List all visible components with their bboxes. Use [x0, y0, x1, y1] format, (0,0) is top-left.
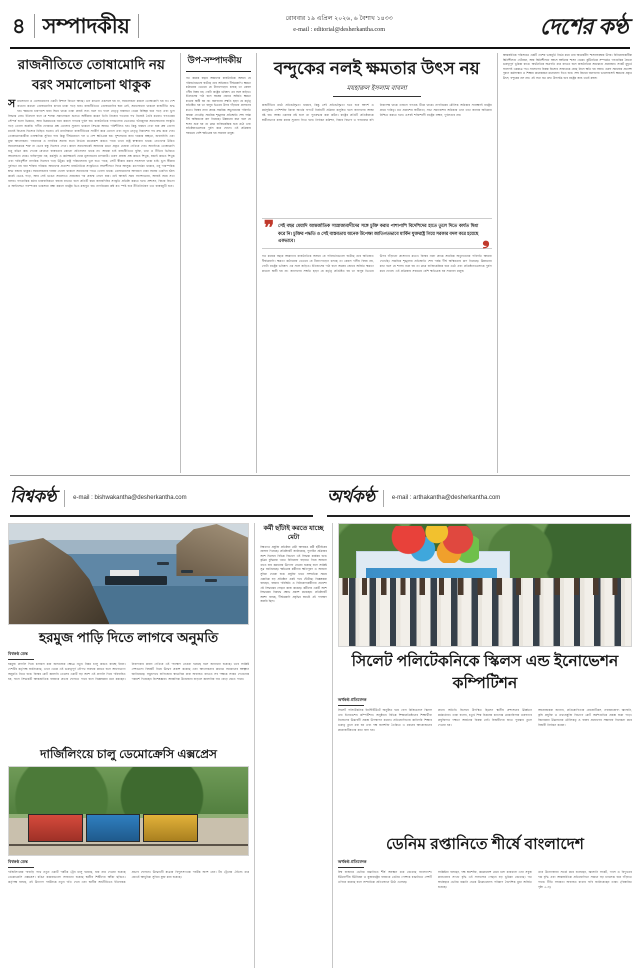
small-boat-2	[205, 579, 217, 582]
darjeeling-photo-art	[9, 767, 248, 855]
arthakantha-rule	[327, 515, 630, 517]
section-banners	[8, 482, 632, 521]
bishwakantha-head	[8, 482, 315, 515]
darjeeling-photo	[8, 766, 249, 856]
kicker-rule	[186, 71, 251, 72]
hormuz-photo	[8, 523, 249, 625]
hillside	[9, 767, 248, 815]
train-car-yellow	[143, 814, 198, 842]
sylhet-tag-rule	[338, 705, 364, 706]
masthead	[8, 0, 632, 42]
editorial-email: e-mail : editorial@desherkantha.com	[293, 26, 386, 34]
pull-quote	[262, 218, 492, 249]
sub-editorial-body-right: আন্তর্জাতিক পরিসরেও একটি দেশের ভাবমূর্তি নির্ভর করে তার অভ্যন্তরীণ শাসনব্যবস্থার উপর। বিনিয়োগকারীরা স্থিতিশীলতা খোঁজেন, আর স্থিতিশীলতা আসে আইনের শাসন থেকে। কূটনৈতিক সম্পর্কেও গণতান্ত্রিক বৈধতা গুরুত্বপূর্ণ ভূমিকা রাখে। অর্থনৈতিক অগ্রগতি ধরে রাখতে হলে রাজনৈতিক সমঝোতা প্রয়োজন। সংকট মুহূর্তে সংলাপই একমাত্র পথ। সংলাপের বিকল্প হিসেবে সংঘাতকে বেছে নিলে ক্ষতি হয় সবার। তরুণ সমাজের প্রত্যাশা পূরণে কর্মসংস্থান ও শিক্ষার মানোন্নয়নে মনোযোগ দিতে হবে। শেষ বিচারে জনগণের ভালোবাসাই ক্ষমতার প্রকৃত উৎস, বন্দুকের নল নয়। এই সত্য যত দ্রুত উপলব্ধি হবে রাষ্ট্রের জন্য ততই মঙ্গল।	[502, 53, 633, 80]
darjeeling-body: দার্জিলিংয়ের পাহাড়ি পথে নতুন একটি পর্যটক ট্রেন চালু হয়েছে, যার নাম দেওয়া হয়েছে ডেমোক্রেসি এক্সপ্রেস। রঙিন কামরাগুলো সাজানো হয়েছে স্থানীয় শিল্পীদের আঁকা ছবিতে। কর্তৃপক্ষ বলছে, এই উদ্যোগ পর্যটনকে নতুন গতি দেবে এবং স্থানীয় অর্থনীতিতে ইতিবাচক প্রভাব ফেলবে। উদ্বোধনী যাত্রায় বিপুলসংখ্যক পর্যটক অংশ নেন। টয় ট্রেনের ঐতিহ্য ধরে রেখেই আধুনিক সুবিধা যুক্ত করা হয়েছে।	[8, 869, 250, 884]
sub-editorial-headline: বন্দুকের নলই ক্ষমতার উৎস নয়	[273, 59, 480, 78]
sylhet-body-c: আয়োজকরা জানান, প্রতিযোগিতায় রোবোটিকস, নবায়নযোগ্য জ্বালানি, কৃষি প্রযুক্তি ও তথ্যপ্রযুক্তি বিভাগে মোট অর্ধশতাধিক প্রকল্প জমা পড়ে। বিচারকরা উদ্ভাবনের মৌলিকত্ব ও বাস্তব প্রয়োগের সম্ভাবনা বিবেচনা করে বিজয়ী নির্বাচন করেন।	[537, 708, 632, 728]
section-divider-rule	[10, 475, 630, 476]
cargo-ship	[105, 576, 167, 585]
darjeeling-tag-rule	[8, 867, 34, 868]
arthakantha-head	[325, 482, 632, 515]
sylhet-photo-art	[339, 524, 631, 646]
denim-body-a: বিশ্ব বাজারে ডেনিম রপ্তানিতে শীর্ষ অবস্থান ধরে রেখেছে বাংলাদেশ। ইউরোপীয় ইউনিয়ন ও যুক্তরাষ্ট্রের বাজারে ডেনিম পোশাক রপ্তানিতে দেশটি এগিয়ে রয়েছে বলে সাম্প্রতিক প্রতিবেদনে উঠে এসেছে।	[337, 870, 432, 885]
bottom-section	[8, 523, 632, 968]
denim-tag-rule	[338, 867, 364, 868]
bishwakantha-content	[8, 523, 249, 968]
balloons	[391, 526, 479, 563]
sub-editorial-main	[262, 53, 492, 473]
meta-headline: কর্মী ছাঁটাই করতে যাচ্ছে মেটা	[263, 525, 324, 541]
denim-body-columns	[338, 870, 632, 968]
article-byline: মযহারুল ইসলাম বাবলা	[333, 83, 421, 97]
hormuz-headline: হরমুজ পাড়ি দিতে লাগবে অনুমতি	[39, 630, 219, 645]
pull-quote-text: সেই বছর মেয়াদি আন্তর্জাতিক সাম্রাজ্যবাদীদের সঙ্গে চুক্তি করার পাশাপাশি বিদেশিদের হাতে তুলে দিতে কার্যত দ্বিধা করে নি। চুক্তির পদ্ধতি ও সেই বাস্তবতায় অনেক উপেক্ষা জাতিগতভাবে মার্কিন যুক্তরাষ্ট্র গিয়ে সরকার বদল করে হয়েছে একভাবে।	[278, 222, 479, 244]
arthakantha-banner	[325, 482, 632, 521]
bishwakantha-sep	[64, 490, 65, 507]
denim-body-c: তবে উদ্যোক্তারা সতর্ক করে বলেছেন, জ্বালানি সংকট, গ্যাস ও বিদ্যুতের দাম বৃদ্ধি এবং আন্তর্জাতিক প্রতিযোগিতা সামনে বড় চ্যালেঞ্জ হয়ে দাঁড়াতে পারে। নীতি সহায়তা অব্যাহত রাখার দাবি জানিয়েছেন তারা। (বিস্তারিত পৃষ্ঠা ৫-এ)	[537, 870, 632, 890]
denim-headline: ডেনিম রপ্তানিতে শীর্ষে বাংলাদেশ	[385, 836, 584, 854]
sylhet-body-b: প্রধান অতিথি হিসেবে উপস্থিত ছিলেন স্থানীয় প্রশাসনের ঊর্ধ্বতন কর্মকর্তারা। তারা বলেন, চতুর্থ শিল্প বিপ্লবের চ্যালেঞ্জ মোকাবিলায় তরুণদের প্রযুক্তিগত দক্ষতা অর্জনের বিকল্প নেই। বিজয়ীদের হাতে পুরস্কার তুলে দেওয়া হয়।	[437, 708, 532, 728]
column-separator-2	[256, 53, 257, 473]
editorial-section	[8, 53, 632, 473]
hormuz-tag-rule	[8, 659, 34, 660]
masthead-divider-right	[138, 14, 139, 38]
bishwakantha-rule	[10, 515, 313, 517]
sylhet-body-columns	[338, 708, 632, 826]
section-title: সম্পাদকীয়	[42, 14, 130, 38]
participants-group	[339, 578, 631, 646]
column-separator-4	[254, 523, 255, 968]
hormuz-tag: বিশ্বকণ্ঠ ডেস্ক	[8, 650, 28, 656]
arthakantha-email: e-mail : arthakantha@desherkantha.com	[391, 495, 501, 501]
quote-close-icon: ❟	[482, 227, 490, 249]
masthead-divider-left	[34, 14, 35, 38]
meta-story	[260, 523, 327, 968]
sub-editorial-body-top: রাজনীতির মাঠে প্রতিদ্বন্দ্বিতা থাকবে, কিন্তু সেই প্রতিদ্বন্দ্বিতা হতে হবে আদর্শ ও কর্মসূচির। পেশিশক্তি কিংবা অর্থের দাপটে নির্বাচনী প্রক্রিয়া কলুষিত হলে জনগণের আস্থা নষ্ট হয়। আস্থা একবার নষ্ট হলে তা পুনরুদ্ধার করা কঠিন। রাষ্ট্রের প্রতিটি প্রতিষ্ঠানকে স্বাধীনভাবে কাজ করার সুযোগ দিতে হবে। নির্বাচন কমিশন, বিচার বিভাগ ও গণমাধ্যম যদি নিরপেক্ষ থাকে তাহলে গণতন্ত্র টিকে থাকে। নাগরিকের মৌলিক অধিকার সংরক্ষণই রাষ্ট্রের প্রথম দায়িত্ব। মত প্রকাশের স্বাধীনতা, সভা সমাবেশের অধিকার এবং তথ্য জানার অধিকার নিশ্চিত করতে হবে। এসবই শক্তিশালী রাষ্ট্রের লক্ষণ, দুর্বলতার নয়।	[261, 102, 492, 122]
editorial-column	[8, 53, 175, 473]
sylhet-event-photo	[338, 523, 632, 647]
cliff-background	[176, 524, 248, 576]
page-number: ৪	[12, 13, 26, 38]
denim-tag: অর্থকণ্ঠ প্রতিবেদক	[337, 859, 367, 865]
bishwakantha-email: e-mail : bishwakantha@desherkantha.com	[73, 495, 187, 501]
arthakantha-content	[338, 523, 632, 968]
sub-editorial-left-column	[186, 53, 251, 473]
newspaper-logo: দেশের কণ্ঠ	[539, 14, 628, 39]
column-separator-3	[497, 53, 498, 473]
hormuz-body: হরমুজ প্রণালি দিয়ে চলাচল করা জাহাজের ক্ষেত্রে নতুন নিয়ম চালু করতে যাচ্ছে ইরান। দেশটির কর্তৃপক্ষ জানিয়েছে, এখন থেকে এই গুরুত্বপূর্ণ নৌপথ ব্যবহার করতে হলে আগেভাগে অনুমতি নিতে হবে। বিশ্বের মোট জ্বালানি তেলের একটি বড় অংশ এই প্রণালি দিয়ে পরিবাহিত হয়, ফলে সিদ্ধান্তটি আন্তর্জাতিক বাজারে প্রভাব ফেলতে পারে বলে বিশ্লেষকরা মনে করছেন। নিরাপত্তার কারণ দেখিয়ে এই পদক্ষেপ নেওয়া হয়েছে বলে জানানো হয়েছে। তবে সংশ্লিষ্ট দেশগুলো বিষয়টি নিয়ে উদ্বেগ প্রকাশ করেছে এবং আলোচনার মাধ্যমে সমাধানের আহ্বান জানিয়েছে। সমুদ্রপথে বাণিজ্যের স্বাভাবিক ধারা অব্যাহত রাখতে সব পক্ষকে সংযম দেখানোর পরামর্শ দিয়েছেন বিশেষজ্ঞরা। আঞ্চলিক উত্তেজনা বাড়লে জ্বালানির দাম বেড়ে যেতে পারে।	[8, 661, 250, 681]
date-line: রোববার ১৯ এপ্রিল ২০২৬, ৬ বৈশাখ ১৪৩৩	[285, 15, 393, 23]
denim-body-b: সংশ্লিষ্টরা বলছেন, দক্ষ শ্রমশক্তি, কমপ্লায়েন্স মেনে চলা কারখানা এবং সবুজ কারখানার সংখ্যা বৃদ্ধি এই সাফল্যের পেছনে বড় ভূমিকা রেখেছে। গত অর্থবছরে ডেনিম রপ্তানি থেকে উল্লেখযোগ্য পরিমাণ বৈদেশিক মুদ্রা অর্জিত হয়েছে।	[437, 870, 532, 890]
railway-track	[9, 844, 248, 846]
masthead-left	[12, 14, 139, 38]
editorial-body: সমালোচনা ও তোষামোদের একটা বিশাল বিভেদ আছে। গুণ কখনো একসঙ্গে হয় না, সমালোচনা করলে তোষামোদি হয় না। দেশ কখনো কখনো তোষামোদির চাদরে ঢাকা পড়ে যায়। রাজনীতিতে তোষামোদির স্থান নেই, সমালোচনা থাকলে রাজনীতি শুদ্ধ হয়। ক্ষমতার চারপাশে যারা ঘিরে থাকে তারা প্রায়ই সত্য বলে না। ফলে নেতৃত্ব বাস্তবতা থেকে বিচ্ছিন্ন হয়ে পড়ে এবং ভুল সিদ্ধান্ত নেয়। ইতিহাস বলে যে শাসক সমালোচনা শুনতে অস্বীকার করেন তিনি নিজের পতনের পথ নিজেই তৈরি করেন। গণতন্ত্রের সৌন্দর্য হলো ভিন্নমত, আর ভিন্নমতকে দমন করলে গণতন্ত্র দুর্বল হয়। রাজনৈতিক দলগুলোর ভেতরেও গঠনমূলক সমালোচনার সংস্কৃতি গড়ে তোলা জরুরি। দলীয় ফোরামে প্রশ্ন তোলার সুযোগ থাকলে সিদ্ধান্ত আরও পরিশীলিত হয়। কিন্তু বাস্তবে দেখা যায় প্রশ্ন তোলা মানেই বিদ্রোহ হিসেবে চিহ্নিত হওয়া। এই মানসিকতা রাজনীতিকে সংকীর্ণ করে তোলে এবং নতুন নেতৃত্ব বিকাশের পথ রুদ্ধ করে দেয়। তোষামোদকারীরা তাৎক্ষণিক সুবিধা পায় কিন্তু দীর্ঘমেয়াদে দল ও দেশ ক্ষতিগ্রস্ত হয়। সুশাসনের জন্য দরকার স্বচ্ছতা, জবাবদিহি এবং মুক্ত আলোচনা। গণমাধ্যম ও নাগরিক সমাজ যখন নির্ভয়ে মতপ্রকাশ করতে পারে তখন রাষ্ট্র স্বাস্থ্যবান থাকে। নেতাদের উচিত সমালোচককে শত্রু না ভেবে বন্ধু হিসেবে দেখা। কারণ সমালোচকই আয়নার মতো প্রকৃত চেহারা দেখিয়ে দেয়। অন্যদিকে তোষামোদি শুধু রঙিন কাচ দেখায় যেখানে বাস্তবতার কোনো প্রতিফলন থাকে না। আমরা চাই রাজনীতিতে যুক্তি, তথ্য ও নীতির ভিত্তিতে আলোচনা হোক। ব্যক্তিপূজা নয়, কর্মসূচি ও কর্মদক্ষতাই হোক মূল্যায়নের মাপকাঠি। তরুণ প্রজন্ম প্রশ্ন করতে শিখুক, যাচাই করতে শিখুক এবং দায়িত্বশীল নাগরিক হিসেবে গড়ে উঠুক। রাষ্ট্র পরিচালনায় ভুল হতে পারে, সেটি স্বীকার করার সৎসাহস থাকা চাই। ভুল স্বীকার দুর্বলতা নয় বরং শক্তির পরিচয়। আমাদের প্রত্যাশা রাজনৈতিক সংস্কৃতিতে সহনশীলতা ফিরে আসুক। মতপার্থক্য থাকবে, তবু পারস্পরিক শ্রদ্ধা বজায় থাকুক। সমালোচনার দরজা খোলা থাকলে সমাধানের পথও খোলা থাকে। তোষামোদের আবরণে ঢাকা সমাজ একদিন হঠাৎ করেই ভেঙে পড়ে, আর সেই ভাঙন সামলাতে প্রজন্মের পর প্রজন্ম লেগে যায়। তাই আজই সময় সংশোধনের, আজই সময় সত্য বলার। গণতান্ত্রিক চর্চার ধারাবাহিকতা বজায় রাখতে হলে প্রতিটি স্তরে জবাবদিহির সংস্কৃতি প্রতিষ্ঠা করতে হবে। প্রশাসন, বিচার বিভাগ ও আইনসভা পরস্পরের ভারসাম্য রক্ষা করলে রাষ্ট্রের ভিত মজবুত হয়। নাগরিকের কণ্ঠ যত স্পষ্ট হবে নীতিনির্ধারণ তত বাস্তবমুখী হবে।	[8, 99, 175, 189]
arthakantha-title: অর্থকণ্ঠ	[327, 487, 375, 506]
sylhet-body-a: সিলেট পলিটেকনিক ইনস্টিটিউটে অনুষ্ঠিত হয়ে গেল রিজিওনাল স্কিলস এন্ড ইনোভেশন কম্পিটিশন। অনুষ্ঠানে বিভিন্ন শিক্ষাপ্রতিষ্ঠানের শিক্ষার্থীরা নিজেদের উদ্ভাবনী প্রকল্প উপস্থাপন করেন। প্রতিযোগিতায় কারিগরি শিক্ষার গুরুত্ব তুলে ধরা হয় এবং দক্ষ জনশক্তি তৈরিতে এ ধরনের আয়োজনের প্রয়োজনীয়তার কথা বলা হয়।	[337, 708, 432, 733]
sylhet-tag: অর্থকণ্ঠ প্রতিবেদক	[337, 697, 367, 703]
sub-editorial-body-left: গত কয়েক বছরে আমাদের রাজনৈতিক অঙ্গনে যে পরিবর্তনগুলো ঘটেছে তার অভিঘাত দীর্ঘমেয়াদি। ক্ষমতা কাঠামোর ভেতরে যে টানাপোড়েন চলছে তা কেবল দলীয় বিষয় নয়, গোটা রাষ্ট্রের ভবিষ্যৎ এর সঙ্গে জড়িত। ইতিহাসের পাঠ বলে অস্ত্রের জোরে অর্জিত ক্ষমতা কখনো স্থায়ী হয় না। জনগণের সম্মতি ছাড়া যে কর্তৃত্ব প্রতিষ্ঠিত হয় তা বালুর ভিতের উপর দাঁড়ানো প্রাসাদের মতো। বিশ্বের নানা প্রান্তে সামরিক অভ্যুত্থানের পরিণতি আমরা দেখেছি। সাময়িক শৃঙ্খলার প্রতিশ্রুতি শেষ পর্যন্ত দীর্ঘ অস্থিরতায় রূপ নিয়েছে। উন্নয়নের কথা বলে যে শাসন শুরু হয় তা ক্রমে ব্যক্তিকেন্দ্রিক হয়ে ওঠে এবং প্রতিষ্ঠানগুলোকে দুর্বল করে ফেলে। এই প্রক্রিয়ায় সবচেয়ে বেশি ক্ষতিগ্রস্ত হয় সাধারণ মানুষ।	[185, 76, 251, 135]
bishwakantha-banner	[8, 482, 315, 521]
small-boat-1	[181, 570, 193, 573]
editorial-headline: রাজনীতিতে তোষামোদি নয় বরং সমালোচনা থাকুক	[17, 57, 165, 92]
sub-editorial-kicker: উপ-সম্পাদকীয়	[187, 55, 242, 65]
train-car-red	[28, 814, 83, 842]
masthead-rule	[10, 47, 630, 49]
bishwakantha-title: বিশ্বকণ্ঠ	[10, 487, 57, 506]
column-separator-1	[180, 53, 181, 473]
cliff-foreground	[9, 538, 109, 624]
masthead-dateline	[286, 14, 393, 38]
arthakantha-sep	[383, 490, 384, 507]
hormuz-photo-art	[9, 524, 248, 624]
sub-editorial-body-bottom: গত কয়েক বছরে আমাদের রাজনৈতিক অঙ্গনে যে পরিবর্তনগুলো ঘটেছে তার অভিঘাত দীর্ঘমেয়াদি। ক্ষমতা কাঠামোর ভেতরে যে টানাপোড়েন চলছে তা কেবল দলীয় বিষয় নয়, গোটা রাষ্ট্রের ভবিষ্যৎ এর সঙ্গে জড়িত। ইতিহাসের পাঠ বলে অস্ত্রের জোরে অর্জিত ক্ষমতা কখনো স্থায়ী হয় না। জনগণের সম্মতি ছাড়া যে কর্তৃত্ব প্রতিষ্ঠিত হয় তা বালুর ভিতের উপর দাঁড়ানো প্রাসাদের মতো। বিশ্বের নানা প্রান্তে সামরিক অভ্যুত্থানের পরিণতি আমরা দেখেছি। সাময়িক শৃঙ্খলার প্রতিশ্রুতি শেষ পর্যন্ত দীর্ঘ অস্থিরতায় রূপ নিয়েছে। উন্নয়নের কথা বলে যে শাসন শুরু হয় তা ক্রমে ব্যক্তিকেন্দ্রিক হয়ে ওঠে এবং প্রতিষ্ঠানগুলোকে দুর্বল করে ফেলে। এই প্রক্রিয়ায় সবচেয়ে বেশি ক্ষতিগ্রস্ত হয় সাধারণ মানুষ।	[261, 253, 492, 273]
meta-body: বিশ্বখ্যাত প্রযুক্তি প্রতিষ্ঠান মেটা আবারও কর্মী ছাঁটাইয়ের ঘোষণা দিয়েছে। প্রতিষ্ঠানটি জানিয়েছে, পুনর্গঠন প্রক্রিয়ার অংশ হিসেবে বিভিন্ন বিভাগে এই সিদ্ধান্ত কার্যকর হবে। কৃত্রিম বুদ্ধিমত্তা খাতে বিনিয়োগ বাড়াতে গিয়ে অন্যান্য খাতে ব্যয় কমানোর উদ্যোগ নেওয়া হয়েছে বলে সংশ্লিষ্ট সূত্র জানিয়েছে। ক্ষতিগ্রস্ত কর্মীদের ক্ষতিপূরণ ও অন্যান্য সুবিধা দেওয়া হবে। প্রযুক্তি খাতে সাম্প্রতিক সময়ে একাধিক বড় প্রতিষ্ঠান একই পথে হেঁটেছে। বিশ্লেষকরা বলছেন, বাজার পরিস্থিতি ও বিনিয়োগকারীদের প্রত্যাশা এই সিদ্ধান্তের পেছনে কাজ করেছে। কর্মীদের একটি অংশ সিদ্ধান্তের বিরুদ্ধে ক্ষোভ প্রকাশ করেছেন। প্রতিষ্ঠানটি অবশ্য বলছে, দীর্ঘমেয়াদি প্রবৃদ্ধির স্বার্থেই এই পদক্ষেপ জরুরি ছিল।	[260, 544, 327, 604]
train-car-blue	[86, 814, 141, 842]
small-boat-3	[157, 562, 169, 565]
sylhet-headline: সিলেট পলিটেকনিকে স্কিলস এন্ড ইনোভেশন কম্পিটিশন	[351, 653, 619, 692]
sub-editorial-right-column	[503, 53, 632, 473]
column-separator-5	[332, 523, 333, 968]
quote-open-icon: ❞	[263, 217, 275, 239]
darjeeling-headline: দার্জিলিংয়ে চালু ডেমোক্রেসি এক্সপ্রেস	[40, 746, 217, 761]
darjeeling-tag: বিশ্বকণ্ঠ ডেস্ক	[8, 858, 28, 864]
